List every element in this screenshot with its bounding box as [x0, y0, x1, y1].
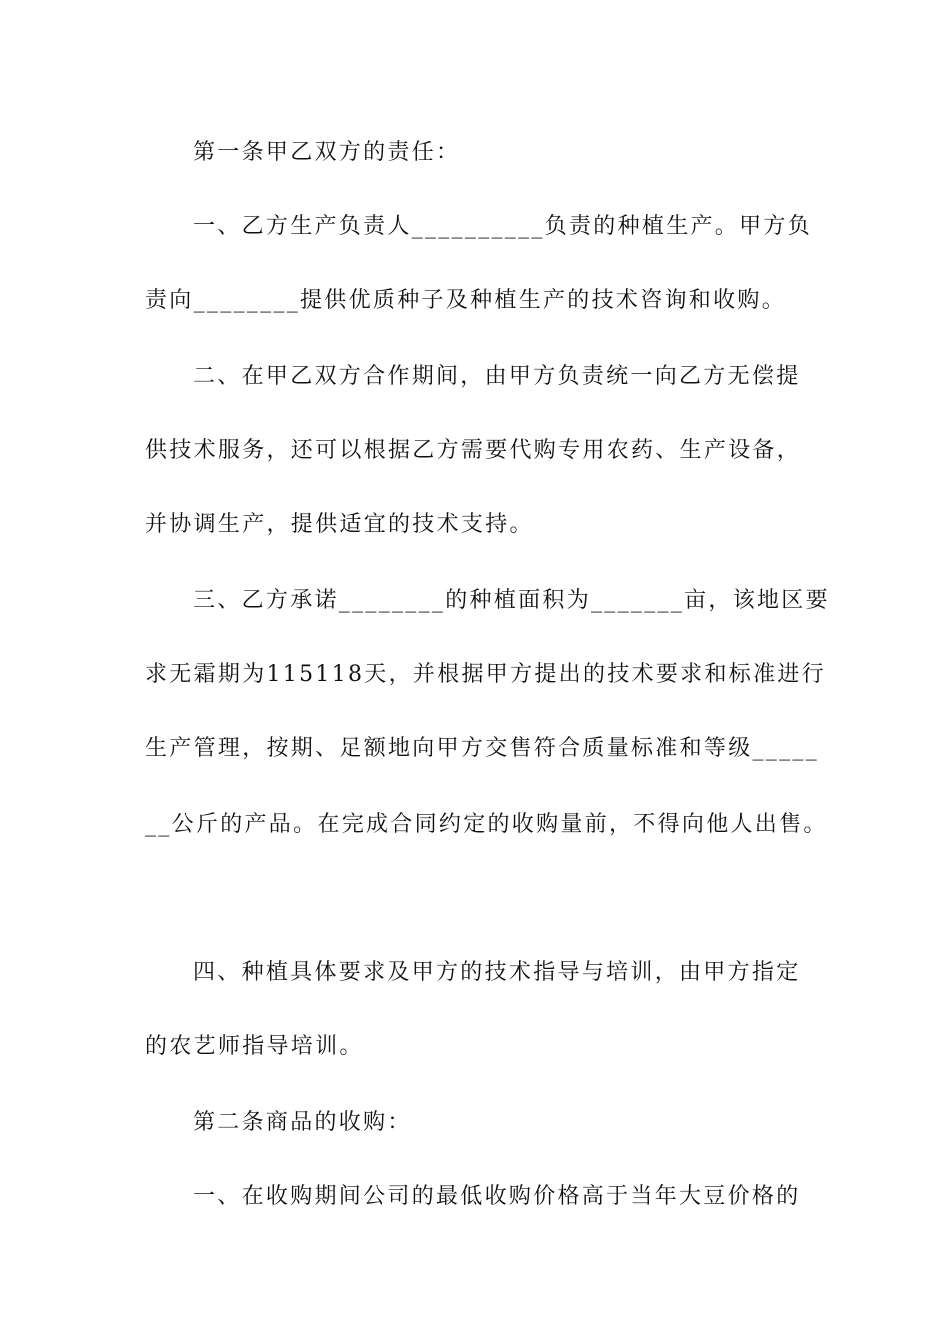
paragraph-line: 求无霜期为115118天，并根据甲方提出的技术要求和标准进行 — [145, 662, 826, 687]
section-heading-1: 第一条甲乙双方的责任： — [193, 140, 461, 165]
paragraph-line: 一、乙方生产负责人__________负责的种植生产。甲方负 — [193, 214, 813, 239]
paragraph-line: 责向________提供优质种子及种植生产的技术咨询和收购。 — [145, 288, 787, 313]
paragraph-line: 一、在收购期间公司的最低收购价格高于当年大豆价格的 — [193, 1184, 801, 1209]
paragraph-line: 并协调生产，提供适宜的技术支持。 — [145, 512, 534, 537]
paragraph-line: __公斤的产品。在完成合同约定的收购量前，不得向他人出售。 — [145, 812, 828, 837]
paragraph-line: 二、在甲乙双方合作期间，由甲方负责统一向乙方无偿提 — [193, 364, 801, 389]
paragraph-line: 三、乙方承诺________的种植面积为_______亩，该地区要 — [193, 588, 830, 613]
paragraph-line: 的农艺师指导培训。 — [145, 1034, 364, 1059]
paragraph-line: 供技术服务，还可以根据乙方需要代购专用农药、生产设备， — [145, 438, 802, 463]
paragraph-line: 生产管理，按期、足额地向甲方交售符合质量标准和等级_____ — [145, 736, 820, 761]
section-heading-2: 第二条商品的收购： — [193, 1110, 412, 1135]
paragraph-line: 四、种植具体要求及甲方的技术指导与培训，由甲方指定 — [193, 960, 801, 985]
